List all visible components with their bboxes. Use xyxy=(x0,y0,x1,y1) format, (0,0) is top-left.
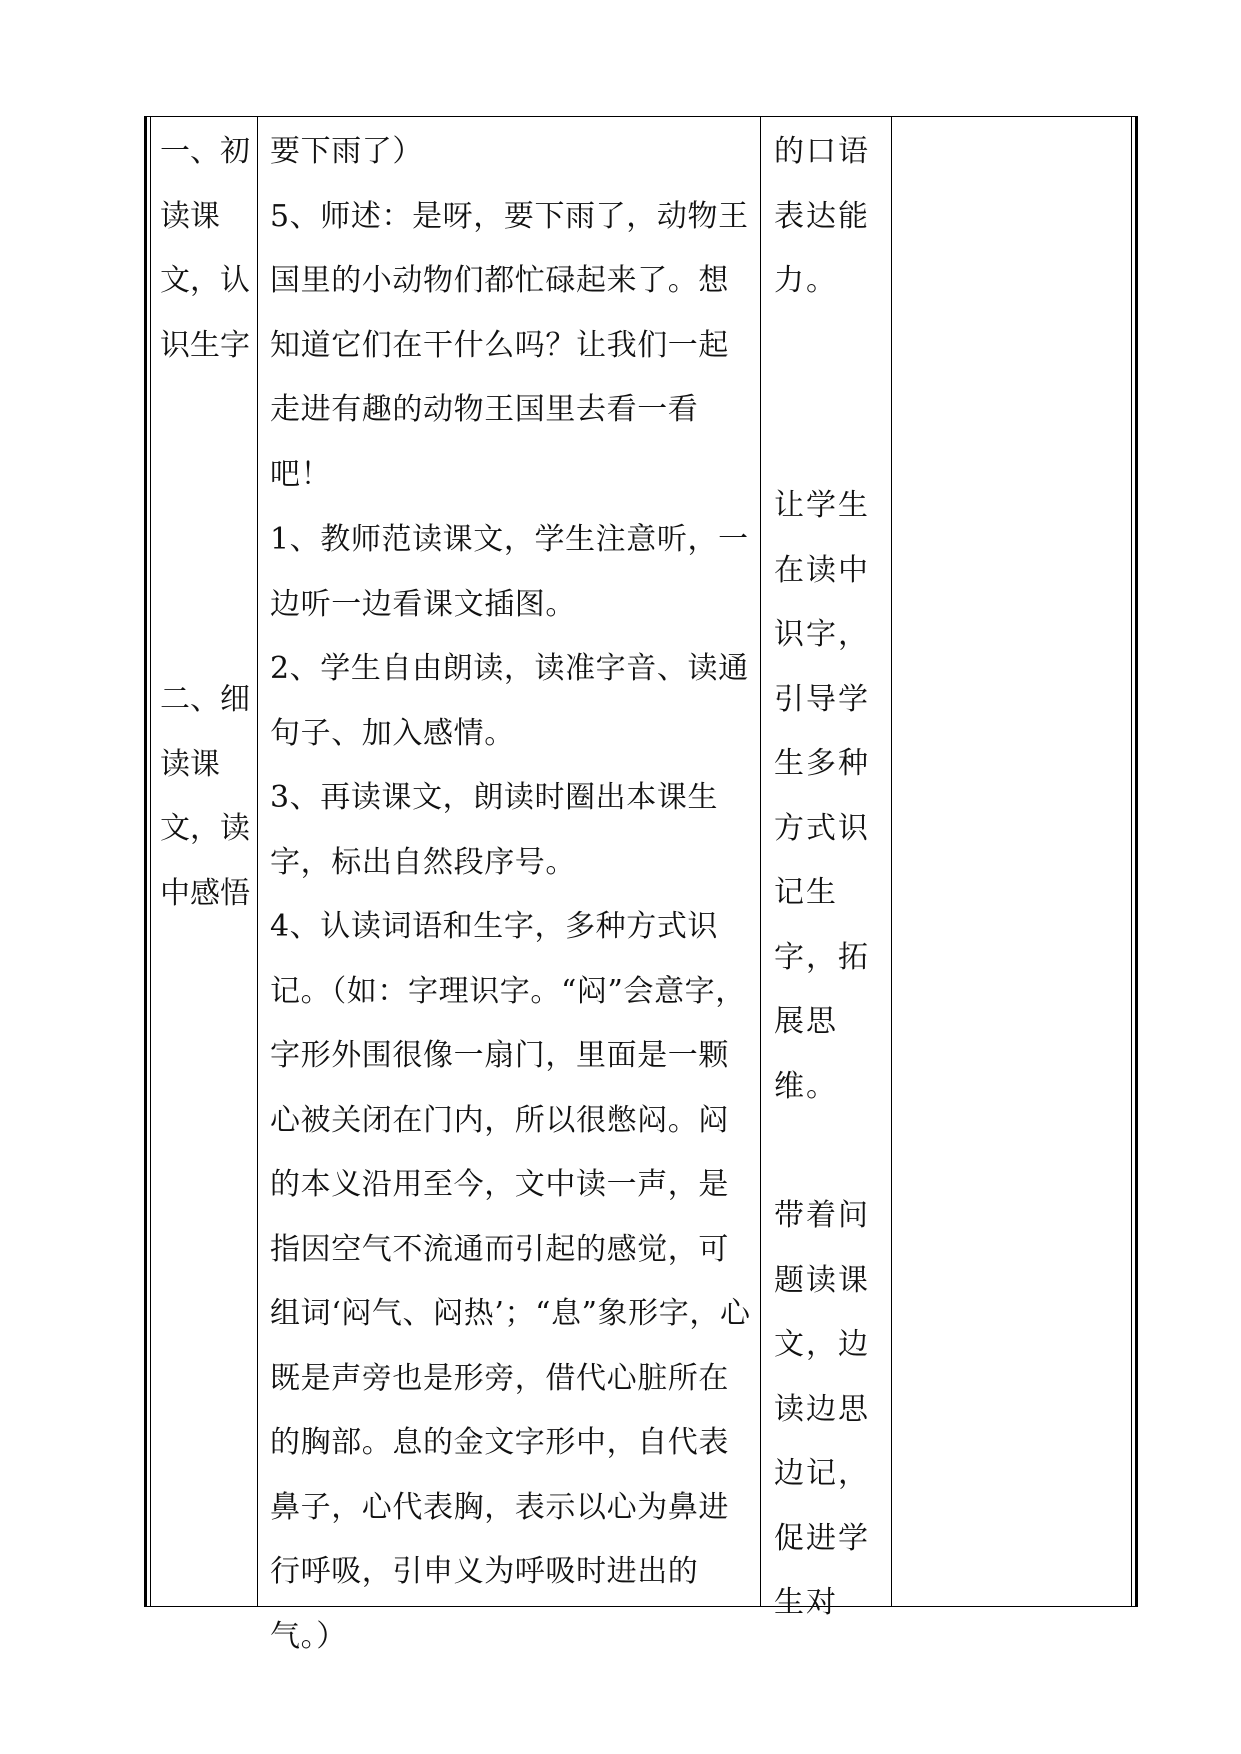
design-note-2: 让学生在读中识字，引导学生多种方式识记生字，拓展思维。 xyxy=(774,488,870,1104)
empty-notes-column xyxy=(893,118,1133,1604)
column-divider-2 xyxy=(760,116,761,1607)
column-divider-3 xyxy=(891,116,892,1607)
teaching-process-steps: 1、教师范读课文，学生注意听，一边听一边看课文插图。 2、学生自由朗读，读准字音、读通句子、加入感情。 3、再读课文，朗读时圈出本课生字，标出自然段序号。 4、认读词语和生字，多种方式识记。（如：字理识字。“闷”会意字，字形外围很像一扇门，里面是一颗心被关闭在门内，所以很憋闷。闷的本义沿用至今，文中读一声，是指因空气不流通而引起的感觉，可组词‘闷气、闷热’；“息”象形字，心既是声旁也是形旁，借代心脏所在的胸部。息的金文字形中，自代表鼻子，心代表胸，表示以心为鼻进行呼吸，引申义为呼吸时进出的气。） xyxy=(270,522,751,1654)
teaching-process-intro: 要下雨了） 5、师述：是呀，要下雨了，动物王国里的小动物们都忙碌起来了。想知道它们在干什么吗？让我们一起走进有趣的动物王国里去看一看吧！ xyxy=(270,134,749,492)
section-heading-2: 二、细读课文，读中感悟 xyxy=(160,682,250,911)
column-divider-1 xyxy=(257,116,258,1607)
design-note-3: 带着问题读课文，边读边思边记，促进学生对 xyxy=(774,1198,870,1620)
section-heading-1: 一、初读课文，认识生字 xyxy=(160,134,250,363)
design-note-1: 的口语表达能力。 xyxy=(774,134,870,298)
